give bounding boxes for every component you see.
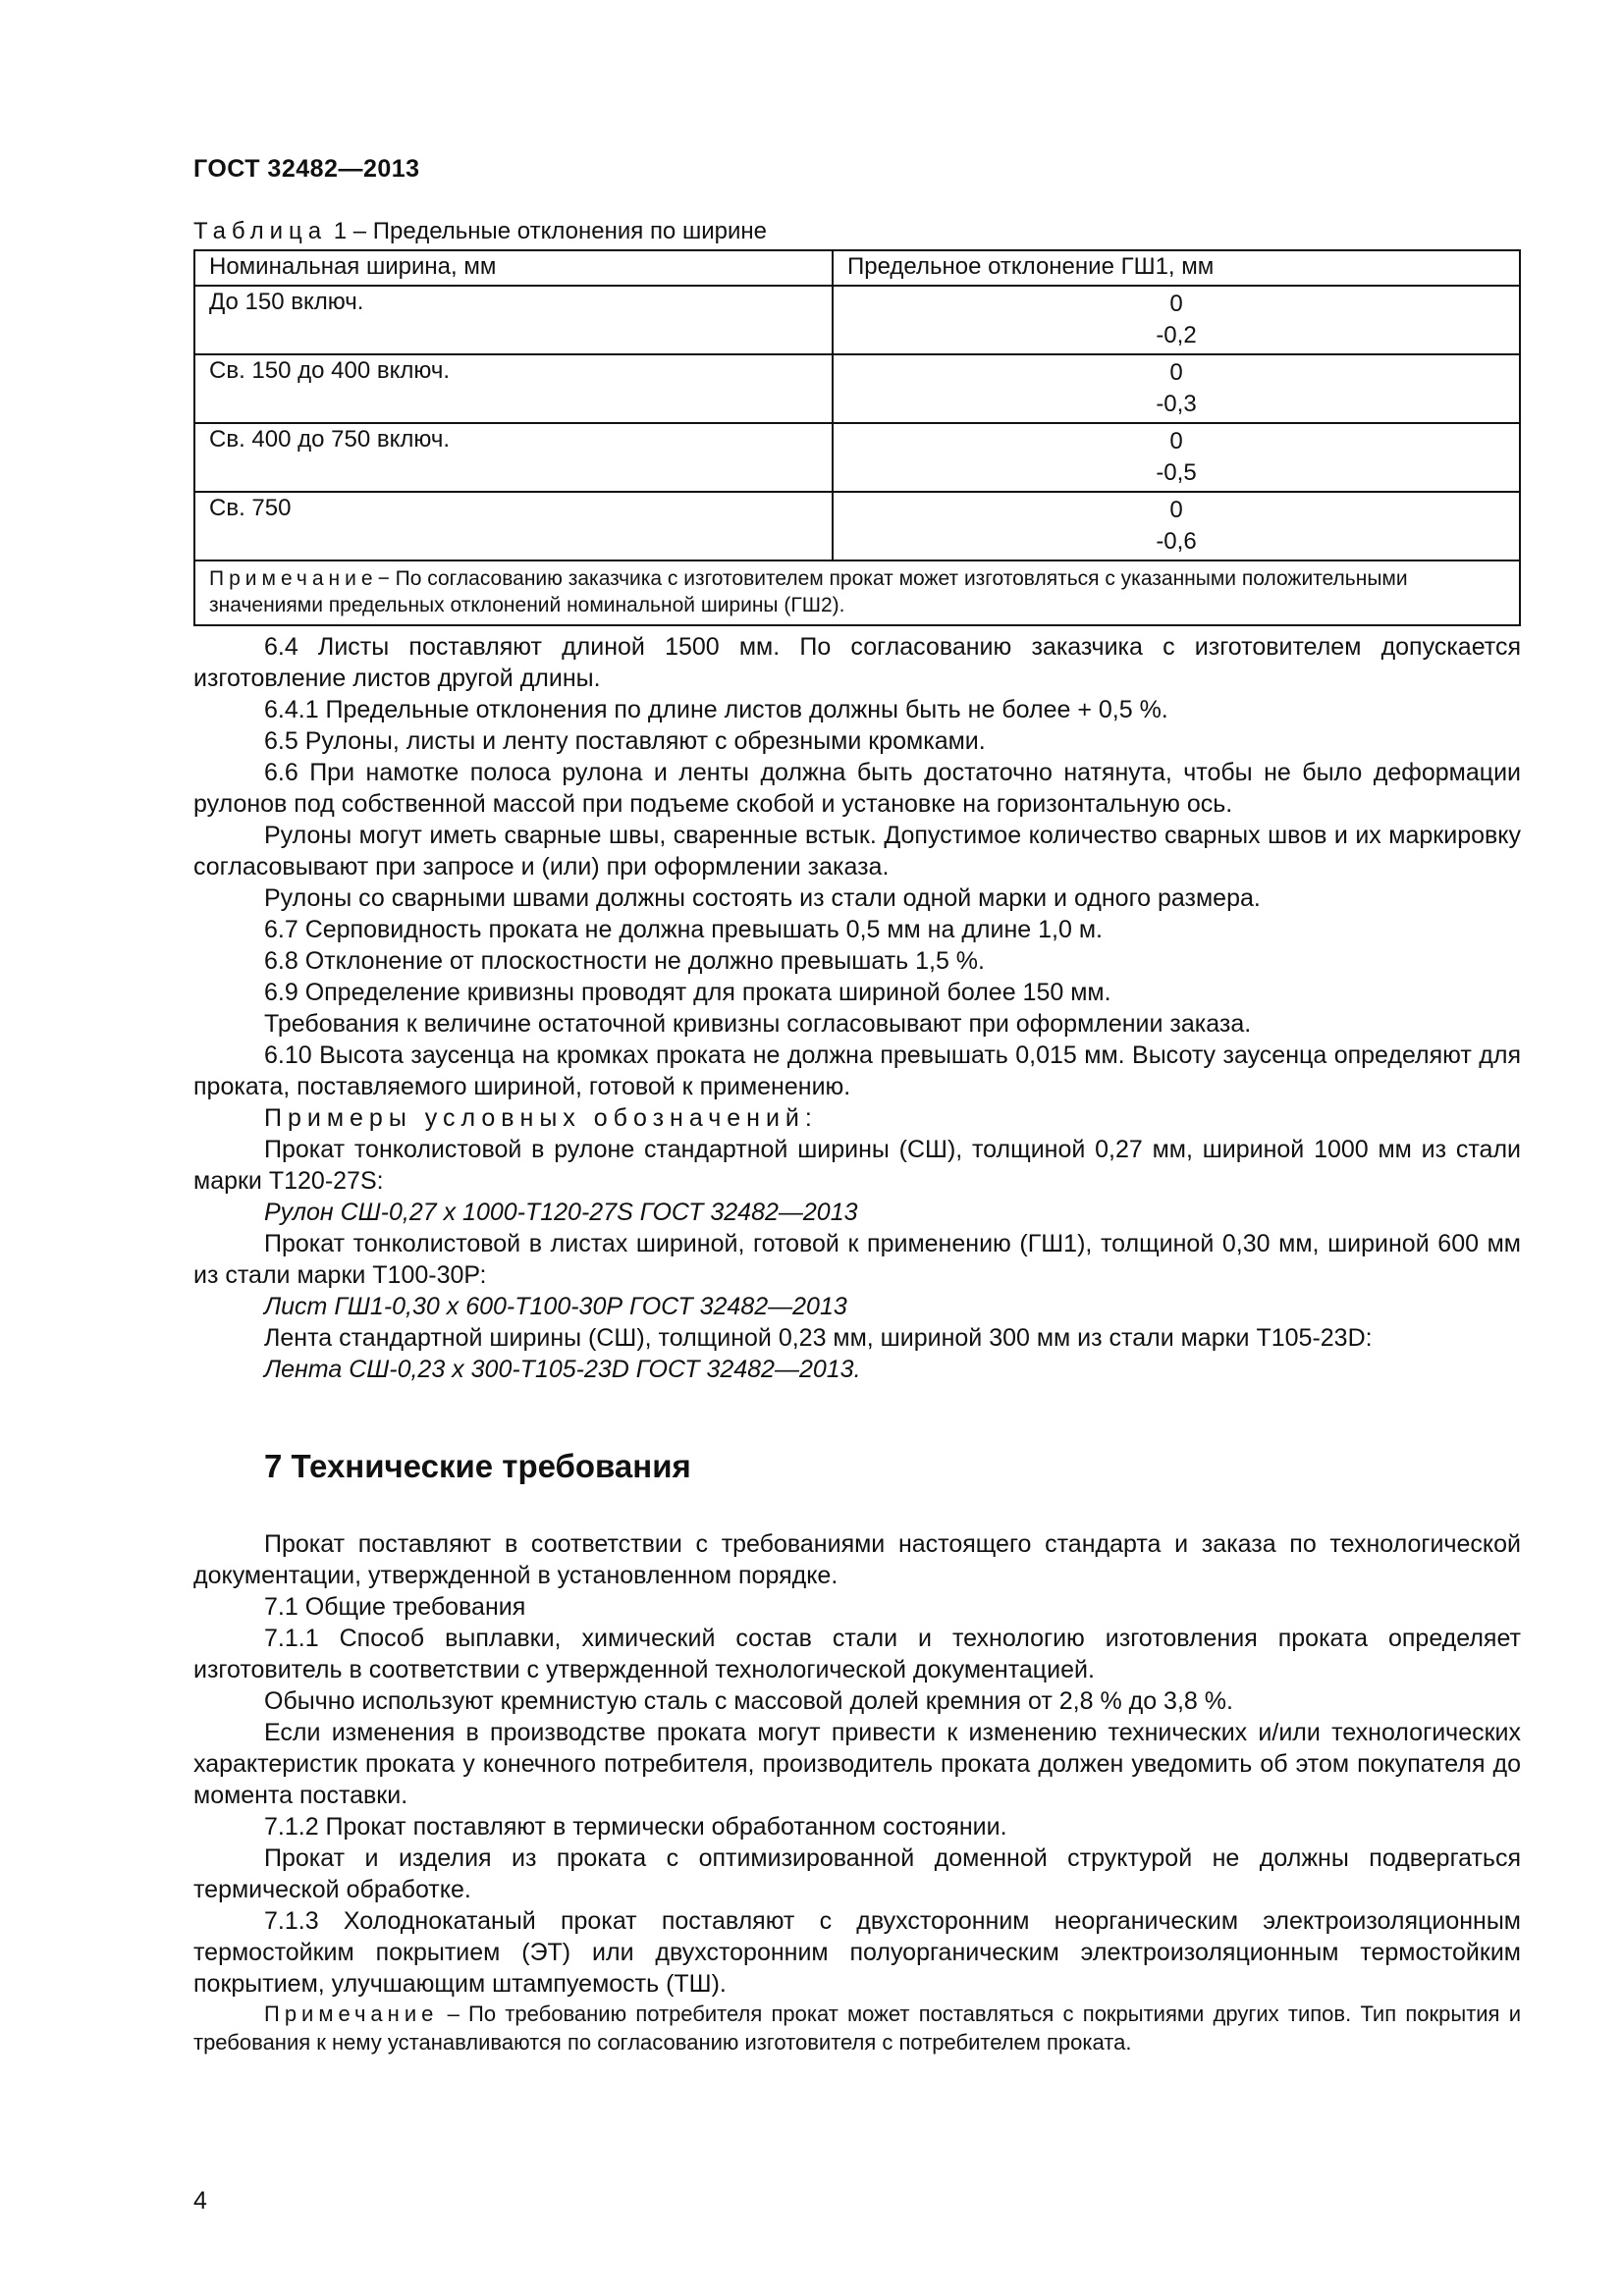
example-2: Прокат тонколистовой в листах шириной, готовой к применению (ГШ1), толщиной 0,30 мм, шириной 600 мм из стали марки Т100-30Р: [193, 1230, 1521, 1289]
table-row [194, 354, 1520, 423]
deviation-table [193, 249, 1521, 626]
deviation-lower: -0,3 [1156, 391, 1197, 417]
deviation-lower: -0,6 [1156, 528, 1197, 555]
page-number: 4 [193, 2187, 207, 2215]
section-7-note-label: Примечание [264, 2002, 439, 2026]
section-7-note [193, 2000, 1521, 2056]
deviation-upper: 0 [1169, 359, 1183, 386]
width-cell: Св. 150 до 400 включ. [194, 354, 833, 423]
deviation-cell [833, 354, 1520, 423]
deviation-cell [833, 492, 1520, 561]
table-note [194, 561, 1520, 625]
section-7-body [193, 1528, 1521, 2056]
deviation-lower: -0,5 [1156, 459, 1197, 486]
deviation-upper: 0 [1169, 428, 1183, 454]
clause-6-6: 6.6 При намотке полоса рулона и ленты должна быть достаточно натянута, чтобы не было деформации рулонов под собственной массой при подъеме скобой и установке на горизонтальную ось. [193, 759, 1521, 818]
column-header-deviation: Предельное отклонение ГШ1, мм [833, 250, 1520, 286]
example-1: Прокат тонколистовой в рулоне стандартной ширины (СШ), толщиной 0,27 мм, шириной 1000 мм из стали марки Т120-27S: [193, 1136, 1521, 1195]
clause-6-10: 6.10 Высота заусенца на кромках проката не должна превышать 0,015 мм. Высоту заусенца определяют для проката, поставляемого шириной, готовой к применению. [193, 1041, 1521, 1100]
table-note-label: Примечание [209, 567, 378, 590]
table-header-row [194, 250, 1520, 286]
column-header-width: Номинальная ширина, мм [194, 250, 833, 286]
table-row [194, 286, 1520, 354]
deviation-upper: 0 [1169, 291, 1183, 317]
example-3-code: Лента СШ-0,23 х 300-Т105-23D ГОСТ 32482—2013. [264, 1356, 861, 1383]
deviation-lower: -0,2 [1156, 322, 1197, 348]
table-row [194, 423, 1520, 492]
clause-6-4-1: 6.4.1 Предельные отклонения по длине листов должны быть не более + 0,5 %. [264, 696, 1168, 723]
example-2-code: Лист ГШ1-0,30 х 600-Т100-30Р ГОСТ 32482—2013 [264, 1293, 847, 1320]
clause-6-4: 6.4 Листы поставляют длиной 1500 мм. По согласованию заказчика с изготовителем допускается изготовление листов другой длины. [193, 633, 1521, 692]
table-caption-label: Таблица [193, 218, 328, 244]
width-cell: До 150 включ. [194, 286, 833, 354]
section-7-title: 7 Технические требования [264, 1448, 691, 1484]
table-caption [193, 218, 767, 245]
clauses-block [193, 631, 1521, 1385]
clause-6-5: 6.5 Рулоны, листы и ленту поставляют с обрезными кромками. [264, 727, 986, 755]
clause-welds-grade: Рулоны со сварными швами должны состоять из стали одной марки и одного размера. [264, 884, 1261, 912]
table-row [194, 492, 1520, 561]
example-3: Лента стандартной ширины (СШ), толщиной 0,23 мм, шириной 300 мм из стали марки Т105-23D: [264, 1324, 1373, 1352]
clause-curvature: Требования к величине остаточной кривизны согласовывают при оформлении заказа. [264, 1010, 1252, 1038]
clause-7-1-2: 7.1.2 Прокат поставляют в термически обработанном состоянии. [264, 1813, 1007, 1841]
clause-welds: Рулоны могут иметь сварные швы, сваренные встык. Допустимое количество сварных швов и их маркировку согласовывают при запросе и (или) при оформлении заказа. [193, 822, 1521, 881]
clause-6-9: 6.9 Определение кривизны проводят для проката шириной более 150 мм. [264, 979, 1111, 1006]
clause-7-1-1: 7.1.1 Способ выплавки, химический состав стали и технологию изготовления проката определяет изготовитель в соответствии с утвержденной технологической документацией. [193, 1625, 1521, 1683]
clause-silicon: Обычно используют кремнистую сталь с массовой долей кремния от 2,8 % до 3,8 %. [264, 1687, 1233, 1715]
table-caption-title: 1 – Предельные отклонения по ширине [327, 218, 767, 244]
clause-6-8: 6.8 Отклонение от плоскостности не должно превышать 1,5 %. [264, 947, 985, 975]
width-cell: Св. 750 [194, 492, 833, 561]
deviation-upper: 0 [1169, 497, 1183, 523]
clause-6-7: 6.7 Серповидность проката не должна превышать 0,5 мм на длине 1,0 м. [264, 916, 1103, 943]
table-note-text: − По согласованию заказчика с изготовителем прокат может изготовляться с указанными положительными значениями предельных отклонений номинальной ширины (ГШ2). [209, 567, 1408, 616]
document-header: ГОСТ 32482—2013 [193, 155, 420, 183]
clause-domain-structure: Прокат и изделия из проката с оптимизированной доменной структурой не должны подвергаться термической обработке. [193, 1844, 1521, 1903]
clause-changes: Если изменения в производстве проката могут привести к изменению технических и/или технологических характеристик проката у конечного потребителя, производитель проката должен уведомить об этом покупателя до момента поставки. [193, 1719, 1521, 1809]
section-7-intro: Прокат поставляют в соответствии с требованиями настоящего стандарта и заказа по технологической документации, утвержденной в установленном порядке. [193, 1530, 1521, 1589]
clause-7-1: 7.1 Общие требования [264, 1593, 526, 1621]
width-cell: Св. 400 до 750 включ. [194, 423, 833, 492]
example-1-code: Рулон СШ-0,27 х 1000-Т120-27S ГОСТ 32482—2013 [264, 1199, 858, 1226]
deviation-cell [833, 423, 1520, 492]
table-note-row [194, 561, 1520, 625]
examples-heading: Примеры условных обозначений: [264, 1104, 818, 1132]
clause-7-1-3: 7.1.3 Холоднокатаный прокат поставляют с двухсторонним неорганическим электроизоляционным термостойким покрытием (ЭТ) или двухсторонним полуорганическим электроизоляционным термостойким покрытием, улучшающим штампуемость (ТШ). [193, 1907, 1521, 1998]
section-7-note-text: – По требованию потребителя прокат может поставляться с покрытиями других типов. Тип покрытия и требования к нему устанавливаются по согласованию изготовителя с потребителем проката. [193, 2002, 1521, 2055]
deviation-cell [833, 286, 1520, 354]
